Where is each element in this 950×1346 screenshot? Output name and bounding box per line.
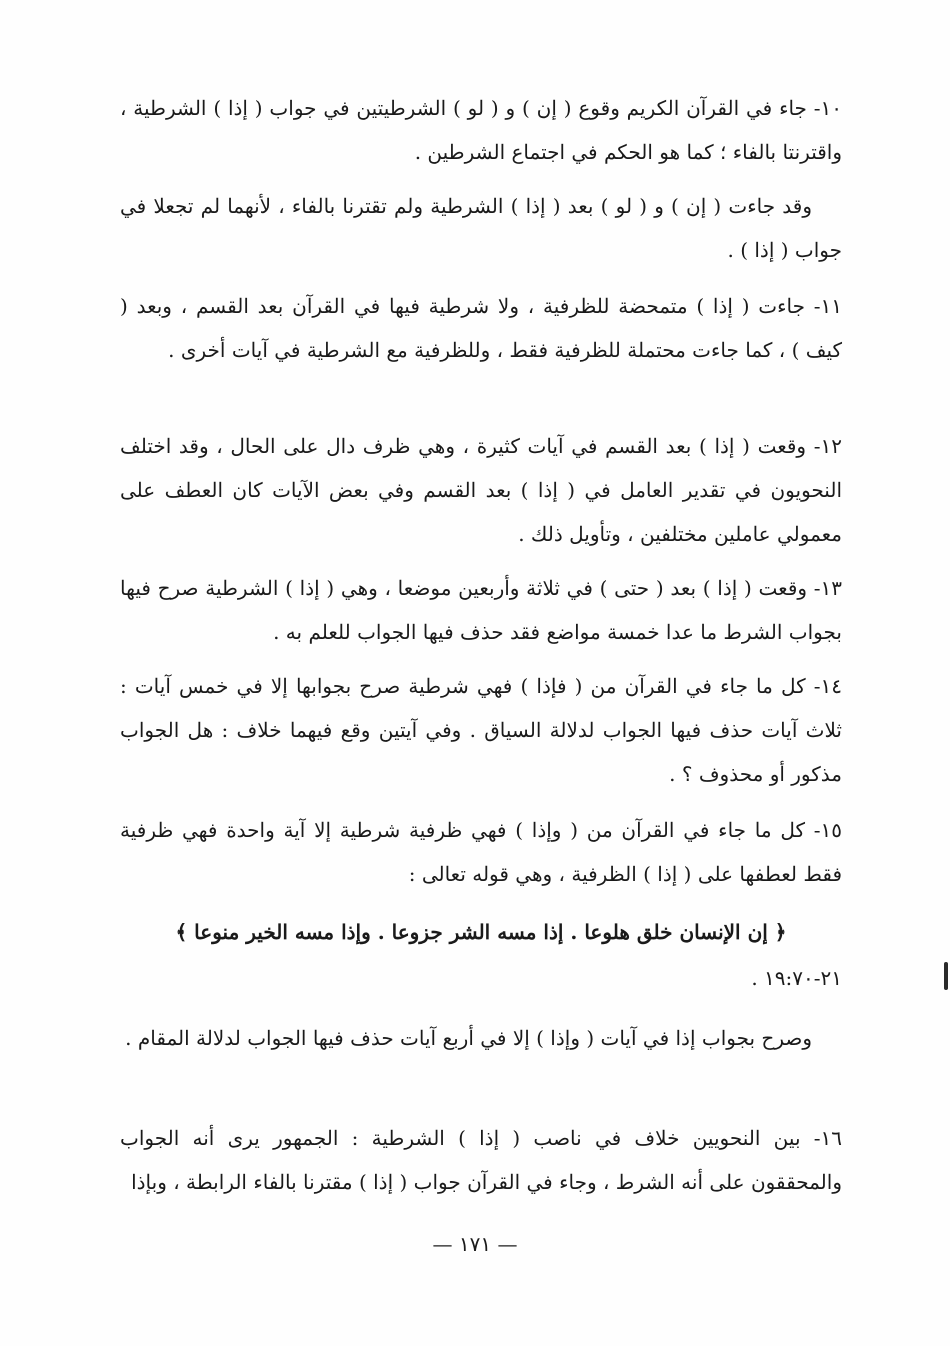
verse-reference: ٢١-١٩:٧٠ . [751, 966, 842, 990]
paragraph-11: ١١- جاءت ( إذا ) متمحضة للظرفية ، ولا شرطية فيها في القرآن بعد القسم ، وبعد ( كيف ) ، كما جاءت محتملة للظرفية فقط ، وللظرفية مع الشرطية في آيات أخرى . [120, 294, 842, 362]
paragraph-10: ١٠- جاء في القرآن الكريم وقوع ( إن ) و ( لو ) الشرطيتين في جواب ( إذا ) الشرطية ، واقترنتا بالفاء ؛ كما هو الحكم في اجتماع الشرطين . [120, 96, 842, 164]
paragraph-12: ١٢- وقعت ( إذا ) بعد القسم في آيات كثيرة ، وهي ظرف دال على الحال ، وقد اختلف النحويون في تقدير العامل في ( إذا ) بعد القسم وفي بعض الآيات كان العطف على معمولي عاملين مختلفين ، وتأويل ذلك . [120, 434, 842, 546]
paragraph-13: ١٣- وقعت ( إذا ) بعد ( حتى ) في ثلاثة وأربعين موضعا ، وهي ( إذا ) الشرطية صرح فيها بجواب الشرط ما عدا خمسة مواضع فقد حذف فيها الجواب للعلم به . [120, 576, 842, 644]
paragraph-14: ١٤- كل ما جاء في القرآن من ( فإذا ) فهي شرطية صرح بجوابها إلا في خمس آيات : ثلاث آيات حذف فيها الجواب لدلالة السياق . وفي آيتين وقع فيهما خلاف : هل الجواب مذكور أو محذوف ؟ . [120, 674, 842, 786]
quran-verse: ﴿ إن الإنسان خلق هلوعا . إذا مسه الشر جزوعا . وإذا مسه الخير منوعا ﴾ [175, 920, 787, 944]
paragraph-15: ١٥- كل ما جاء في القرآن من ( وإذا ) فهي ظرفية شرطية إلا آية واحدة فهي ظرفية فقط لعطفها على ( إذا ) الظرفية ، وهي قوله تعالى : [120, 818, 842, 886]
scan-edge-mark [944, 962, 948, 990]
page-number: — ١٧١ — [432, 1232, 518, 1256]
paragraph-10-continued: وقد جاءت ( إن ) و ( لو ) بعد ( إذا ) الشرطية ولم تقترنا بالفاء ، لأنهما لم تجعلا في جواب ( إذا ) . [120, 194, 842, 262]
paragraph-15-continued: وصرح بجواب إذا في آيات ( وإذا ) إلا في أربع آيات حذف فيها الجواب لدلالة المقام . [125, 1026, 812, 1050]
paragraph-16: ١٦- بين النحويين خلاف في ناصب ( إذا ) الشرطية : الجمهور يرى أنه الجواب والمحققون على أنه الشرط ، وجاء في القرآن جواب ( إذا ) مقترنا بالفاء الرابطة ، وبإذا [120, 1126, 842, 1194]
